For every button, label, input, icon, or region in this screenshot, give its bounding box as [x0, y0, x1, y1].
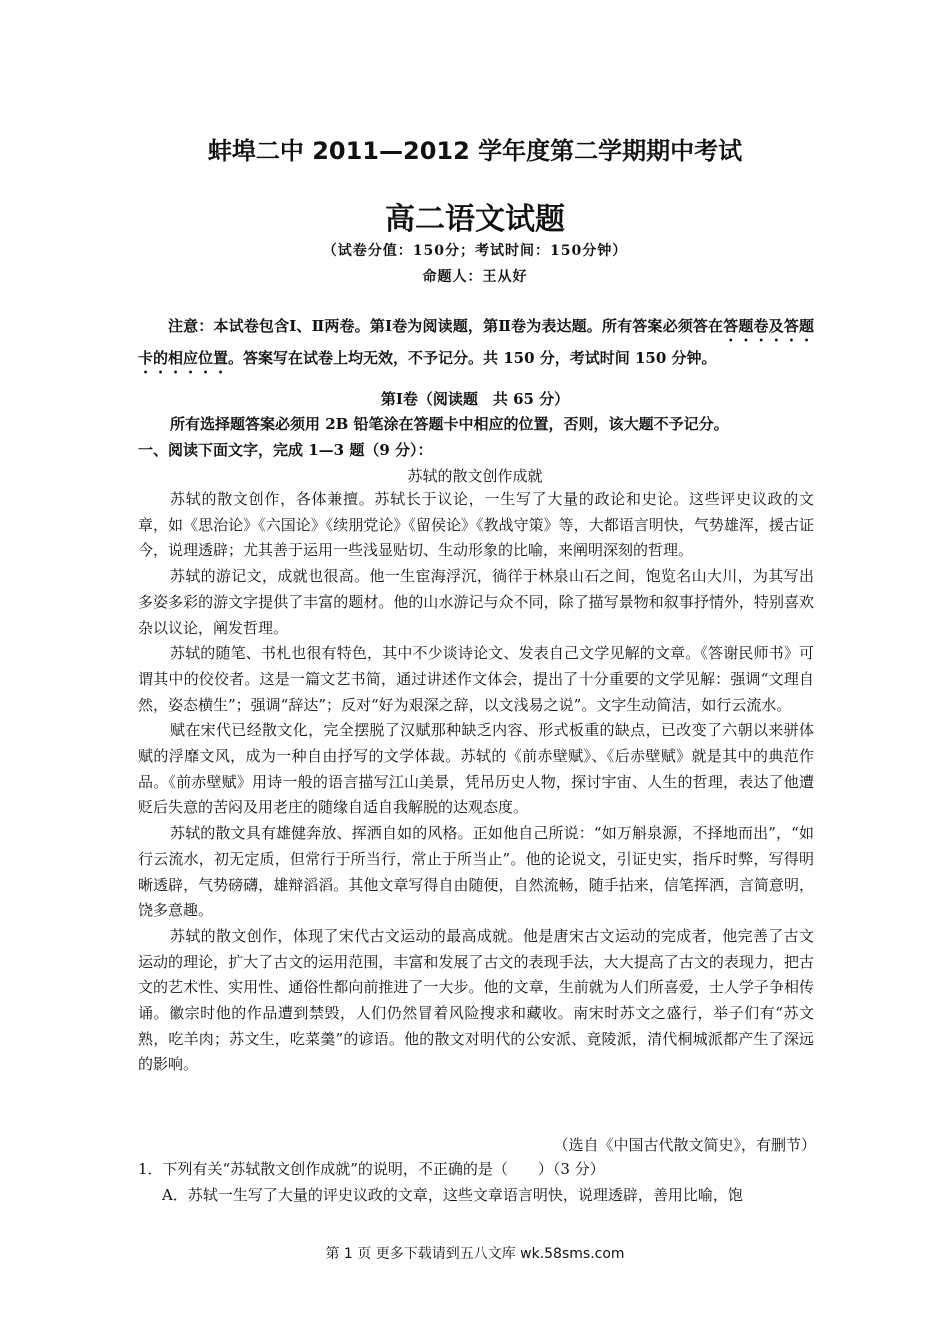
exam-info: （试卷分值：150分；考试时间：150分钟）	[322, 243, 628, 259]
question-group-heading: 一、阅读下面文字，完成 1—3 题（9 分）：	[138, 441, 433, 459]
page-footer: 第 1 页 更多下载请到五八文库 wk.58sms.com	[325, 1246, 625, 1262]
notice-part3: 。答案写在试卷上均无效，不予记分。共 150 分，考试时间 150 分钟。	[228, 349, 717, 367]
question-1-option-a: A．苏轼一生写了大量的评史议政的文章，这些文章语言明快，说理透辟，善用比喻，饱	[162, 1186, 743, 1204]
question-1-stem: 1．下列有关“苏轼散文创作成就”的说明，不正确的是（ ）（3 分）	[138, 1160, 605, 1178]
article-paragraph: 苏轼的散文创作，各体兼擅。苏轼长于议论，一生写了大量的政论和史论。这些评史议政的文章，如《思治论》《六国论》《续朋党论》《留侯论》《教战守策》等，大都语言明快，气势雄浑，援古证今，说理透辟；尤其善于运用一些浅显贴切、生动形象的比喻，来阐明深刻的哲理。	[138, 490, 814, 560]
multiple-choice-notice: 所有选择题答案必须用 2B 铅笔涂在答题卡中相应的位置，否则，该大题不予记分。	[170, 415, 729, 433]
article-paragraph: 赋在宋代已经散文化，完全摆脱了汉赋那种缺乏内容、形式板重的缺点，已改变了六朝以来骈体赋的浮靡文风，成为一种自由抒写的文学体裁。苏轼的《前赤壁赋》、《后赤壁赋》就是其中的典范作品。《前赤壁赋》用诗一般的语言描写江山美景，凭吊历史人物，探讨宇宙、人生的哲理，表达了他遭贬后失意的苦闷及用老庄的随缘自适自我解脱的达观态度。	[138, 721, 814, 817]
article-paragraph: 苏轼的游记文，成就也很高。他一生宦海浮沉，徜徉于林泉山石之间，饱览名山大川，为其写出多姿多彩的游文字提供了丰富的题材。他的山水游记与众不同，除了描写景物和叙事抒情外，特别喜欢杂以议论，阐发哲理。	[138, 567, 814, 637]
notice-emphasis: 答题卷及答题卡的相应位置	[138, 317, 814, 367]
subject-title: 高二语文试题	[385, 202, 565, 237]
article-paragraph: 苏轼的散文具有雄健奔放、挥洒自如的风格。正如他自己所说：“如万斛泉源，不择地而出”，“如行云流水，初无定质，但常行于所当行，常止于所当止”。他的论说文，引证史实，指斥时弊，写得明晰透辟，气势磅礴，雄辩滔滔。其他文章写得自由随便，自然流畅，随手拈来，信笔挥洒，言简意明，饶多意趣。	[138, 824, 814, 920]
section-title: 第Ⅰ卷（阅读题 共 65 分）	[380, 390, 570, 408]
article-body	[138, 487, 814, 1078]
article-paragraph: 苏轼的随笔、书札也很有特色，其中不少谈诗论文、发表自己文学见解的文章。《答谢民师书》可谓其中的佼佼者。这是一篇文艺书简，通过讲述作文体会，提出了十分重要的文学见解：强调“文理自然，姿态横生”；强调“辞达”；反对“好为艰深之辞，以文浅易之说”。文字生动简洁，如行云流水。	[138, 644, 814, 714]
exam-notice	[138, 313, 814, 377]
notice-part1: 注意：本试卷包含Ⅰ、Ⅱ两卷。第Ⅰ卷为阅读题，第Ⅱ卷为表达题。所有答案必须答在	[168, 317, 724, 335]
article-paragraph: 苏轼的散文创作，体现了宋代古文运动的最高成就。他是唐宋古文运动的完成者，他完善了古文运动的理论，扩大了古文的运用范围，丰富和发展了古文的表现手法，大大提高了古文的表现力，把古文的艺术性、实用性、通俗性都向前推进了一大步。他的文章，生前就为人们所喜爱，士人学子争相传诵。徽宗时他的作品遭到禁毁，人们仍然冒着风险搜求和藏收。南宋时苏文之盛行，举子们有“苏文熟，吃羊肉；苏文生，吃菜羹”的谚语。他的散文对明代的公安派、竟陵派，清代桐城派都产生了深远的影响。	[138, 926, 814, 1074]
article-title: 苏轼的散文创作成就	[407, 467, 543, 485]
article-source: （选自《中国古代散文简史》，有删节）	[553, 1136, 816, 1154]
exam-author: 命题人：王从好	[422, 269, 528, 285]
exam-title: 蚌埠二中 2011—2012 学年度第二学期期中考试	[207, 137, 743, 165]
